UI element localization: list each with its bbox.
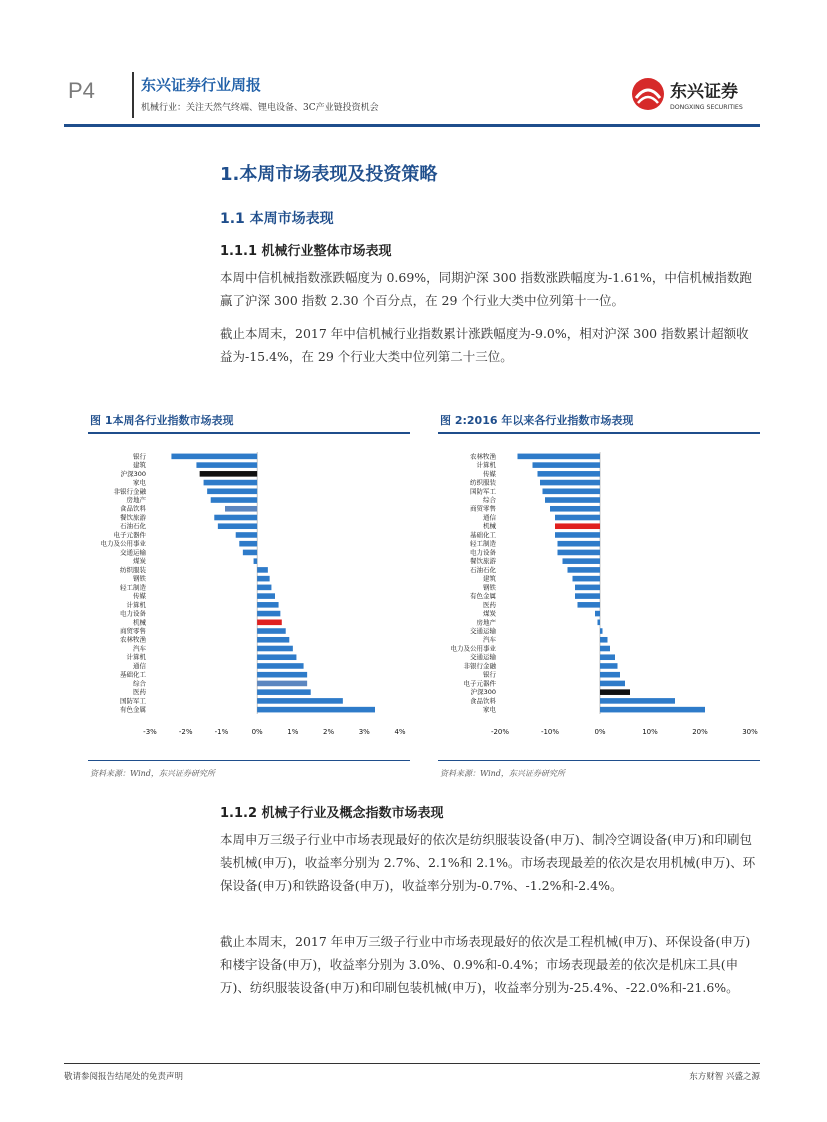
- category-label: 基础化工: [120, 670, 146, 679]
- bar-10: [555, 532, 600, 538]
- chart-2: [438, 444, 760, 744]
- bar-8: [214, 515, 257, 521]
- bar-14: [568, 567, 601, 573]
- category-label: 煤炭: [133, 557, 146, 566]
- category-label: 电力设备: [470, 548, 496, 557]
- category-label: 农林牧渔: [120, 635, 146, 644]
- category-label: 商贸零售: [120, 626, 146, 635]
- logo-subtext: DONGXING SECURITIES: [670, 104, 743, 111]
- bar-16: [257, 585, 271, 591]
- bar-28: [600, 689, 630, 695]
- bar-26: [257, 672, 307, 678]
- company-logo: [628, 72, 758, 120]
- bar-6: [211, 497, 257, 503]
- bar-11: [239, 541, 257, 547]
- bar-17: [257, 593, 275, 599]
- report-title: 东兴证券行业周报: [141, 76, 262, 94]
- figure-1-bottom-rule: [88, 760, 410, 761]
- category-label: 计算机: [126, 653, 146, 662]
- section-heading-1-1-1: 1.1.1 机械行业整体市场表现: [220, 244, 392, 259]
- x-tick-label: 0%: [251, 728, 263, 736]
- bar-12: [558, 550, 601, 556]
- category-label: 钢铁: [483, 583, 496, 592]
- figure-1-title: 图 1本周各行业指数市场表现: [90, 414, 234, 427]
- category-label: 国防军工: [120, 696, 146, 705]
- bar-2: [533, 462, 601, 468]
- x-tick-label: 10%: [642, 728, 658, 736]
- bar-29: [600, 698, 675, 704]
- bar-16: [575, 585, 600, 591]
- category-label: 纺织服装: [120, 565, 146, 574]
- bar-5: [207, 489, 257, 495]
- x-tick-label: 20%: [692, 728, 708, 736]
- bar-11: [558, 541, 601, 547]
- paragraph-4: 截止本周末，2017 年申万三级子行业中市场表现最好的依次是工程机械(申万)、环保设备(申万)和楼宇设备(申万)，收益率分别为 3.0%、0.9%和-0.4%；市场表现最差的依次是机床工具(申万)、纺织服装设备(申万)和印刷包装机械(申万)，收益率分别为-25.4%、-22.0%和-21.6%。: [220, 934, 751, 995]
- bar-30: [257, 707, 375, 713]
- bar-13: [563, 558, 601, 564]
- x-tick-label: 2%: [323, 728, 335, 736]
- bar-1: [518, 454, 601, 460]
- logo-mark-icon: [628, 72, 758, 120]
- bar-25: [600, 663, 618, 669]
- bar-10: [236, 532, 257, 538]
- category-label: 综合: [483, 495, 496, 504]
- bar-27: [257, 681, 307, 687]
- x-tick-label: -10%: [540, 728, 560, 736]
- bar-13: [254, 558, 258, 564]
- figure-1-source: 资料来源：Wind，东兴证券研究所: [90, 769, 215, 778]
- category-label: 国防军工: [470, 487, 496, 496]
- figure-2-bottom-rule: [438, 760, 760, 761]
- category-label: 房地产: [126, 495, 146, 504]
- category-label: 综合: [133, 679, 146, 688]
- bar-3: [200, 471, 258, 477]
- bar-14: [257, 567, 268, 573]
- bar-25: [257, 663, 303, 669]
- bar-1: [171, 454, 257, 460]
- x-tick-label: -20%: [490, 728, 510, 736]
- footer-slogan: 东方财智 兴盛之源: [689, 1072, 760, 1082]
- bar-7: [225, 506, 257, 512]
- bar-5: [543, 489, 601, 495]
- figure-2-rule: [438, 432, 760, 434]
- category-label: 钢铁: [133, 574, 146, 583]
- category-label: 沪深300: [120, 469, 146, 478]
- category-label: 汽车: [133, 644, 146, 653]
- x-tick-label: 4%: [394, 728, 406, 736]
- bar-21: [600, 628, 603, 634]
- category-label: 银行: [483, 670, 496, 679]
- category-label: 商贸零售: [470, 504, 496, 513]
- header-divider: [132, 72, 134, 118]
- bar-24: [257, 654, 296, 660]
- category-label: 轻工制造: [120, 583, 146, 592]
- bar-18: [578, 602, 601, 608]
- footer-disclaimer: 敬请参阅报告结尾处的免责声明: [64, 1072, 184, 1082]
- x-tick-label: -2%: [178, 728, 193, 736]
- chart-1: [88, 444, 410, 744]
- category-label: 轻工制造: [470, 539, 496, 548]
- category-label: 交通运输: [120, 548, 146, 557]
- category-label: 沪深300: [470, 688, 496, 697]
- category-label: 机械: [483, 522, 496, 531]
- bar-18: [257, 602, 278, 608]
- category-label: 电力设备: [120, 609, 146, 618]
- figure-1-rule: [88, 432, 410, 434]
- category-label: 食品饮料: [470, 696, 496, 705]
- paragraph-2: 截止本周末，2017 年中信机械行业指数累计涨跌幅度为-9.0%，相对沪深 300 指数累计超额收益为-15.4%，在 29 个行业大类中位列第二十三位。: [220, 326, 749, 364]
- bar-9: [218, 523, 257, 529]
- bar-17: [575, 593, 600, 599]
- category-label: 通信: [133, 661, 146, 670]
- category-label: 医药: [483, 600, 496, 609]
- bar-4: [540, 480, 600, 486]
- bar-26: [600, 672, 620, 678]
- bar-7: [550, 506, 600, 512]
- category-label: 计算机: [476, 461, 496, 470]
- bar-19: [595, 611, 600, 617]
- section-heading-1-1: 1.1 本周市场表现: [220, 211, 334, 227]
- category-label: 银行: [133, 452, 146, 461]
- paragraph-1: 本周中信机械指数涨跌幅度为 0.69%，同期沪深 300 指数涨跌幅度为-1.61%，中信机械指数跑赢了沪深 300 指数 2.30 个百分点，在 29 个行业大类中位列第十一位。: [220, 270, 752, 308]
- bar-15: [573, 576, 601, 582]
- category-label: 石油石化: [120, 522, 146, 531]
- category-label: 通信: [483, 513, 496, 522]
- bar-24: [600, 654, 615, 660]
- section-heading-1-1-2: 1.1.2 机械子行业及概念指数市场表现: [220, 806, 444, 821]
- bar-23: [257, 646, 293, 652]
- figure-2-source: 资料来源：Wind，东兴证券研究所: [440, 769, 565, 778]
- category-label: 建筑: [133, 461, 146, 470]
- category-label: 有色金属: [120, 705, 146, 714]
- category-label: 食品饮料: [120, 504, 146, 513]
- category-label: 电力及公用事业: [450, 644, 496, 653]
- bar-28: [257, 689, 311, 695]
- category-label: 交通运输: [470, 653, 496, 662]
- bar-23: [600, 646, 610, 652]
- page-number: P4: [68, 78, 95, 103]
- category-label: 家电: [133, 478, 146, 487]
- bar-3: [538, 471, 601, 477]
- category-label: 餐饮旅游: [470, 557, 496, 566]
- category-label: 电子元器件: [113, 530, 146, 539]
- category-label: 家电: [483, 705, 496, 714]
- category-label: 电力及公用事业: [100, 539, 146, 548]
- header-rule: [64, 124, 760, 127]
- bar-27: [600, 681, 625, 687]
- category-label: 基础化工: [470, 530, 496, 539]
- bar-2: [196, 462, 257, 468]
- category-label: 医药: [133, 688, 146, 697]
- bar-21: [257, 628, 286, 634]
- category-label: 建筑: [483, 574, 496, 583]
- category-label: 农林牧渔: [470, 452, 496, 461]
- bar-22: [257, 637, 289, 643]
- category-label: 机械: [133, 618, 146, 627]
- figure-2-title: 图 2:2016 年以来各行业指数市场表现: [440, 414, 634, 427]
- report-subtitle: 机械行业：关注天然气终端、锂电设备、3C产业链投资机会: [141, 103, 379, 113]
- bar-19: [257, 611, 280, 617]
- category-label: 餐饮旅游: [120, 513, 146, 522]
- bar-20: [257, 620, 282, 626]
- x-tick-label: 0%: [594, 728, 606, 736]
- logo-text: 东兴证券: [670, 82, 738, 102]
- x-tick-label: 30%: [742, 728, 758, 736]
- category-label: 石油石化: [470, 565, 496, 574]
- bar-4: [204, 480, 258, 486]
- category-label: 交通运输: [470, 626, 496, 635]
- category-label: 非银行金融: [113, 487, 146, 496]
- category-label: 汽车: [483, 635, 496, 644]
- category-label: 纺织服装: [470, 478, 496, 487]
- category-label: 传媒: [483, 469, 496, 478]
- paragraph-3: 本周申万三级子行业中市场表现最好的依次是纺织服装设备(申万)、制冷空调设备(申万)和印刷包装机械(申万)，收益率分别为 2.7%、2.1%和 2.1%。市场表现最差的依次是农用机械(申万)、环保设备(申万)和铁路设备(申万)，收益率分别为-0.7%、-1.2%和-2.4%。: [220, 832, 756, 893]
- category-label: 煤炭: [483, 609, 496, 618]
- bar-20: [598, 620, 601, 626]
- bar-30: [600, 707, 705, 713]
- section-heading-1: 1.本周市场表现及投资策略: [220, 164, 438, 185]
- bar-22: [600, 637, 608, 643]
- x-tick-label: -1%: [214, 728, 229, 736]
- bar-12: [243, 550, 257, 556]
- bar-29: [257, 698, 343, 704]
- category-label: 非银行金融: [463, 661, 496, 670]
- bar-6: [545, 497, 600, 503]
- bar-15: [257, 576, 270, 582]
- x-tick-label: 1%: [287, 728, 299, 736]
- bar-9: [555, 523, 600, 529]
- x-tick-label: 3%: [358, 728, 370, 736]
- category-label: 传媒: [133, 592, 146, 601]
- bar-8: [555, 515, 600, 521]
- category-label: 电子元器件: [463, 679, 496, 688]
- category-label: 有色金属: [470, 592, 496, 601]
- x-tick-label: -3%: [143, 728, 157, 736]
- footer-rule: [64, 1063, 760, 1064]
- category-label: 房地产: [476, 618, 496, 627]
- category-label: 计算机: [126, 600, 146, 609]
